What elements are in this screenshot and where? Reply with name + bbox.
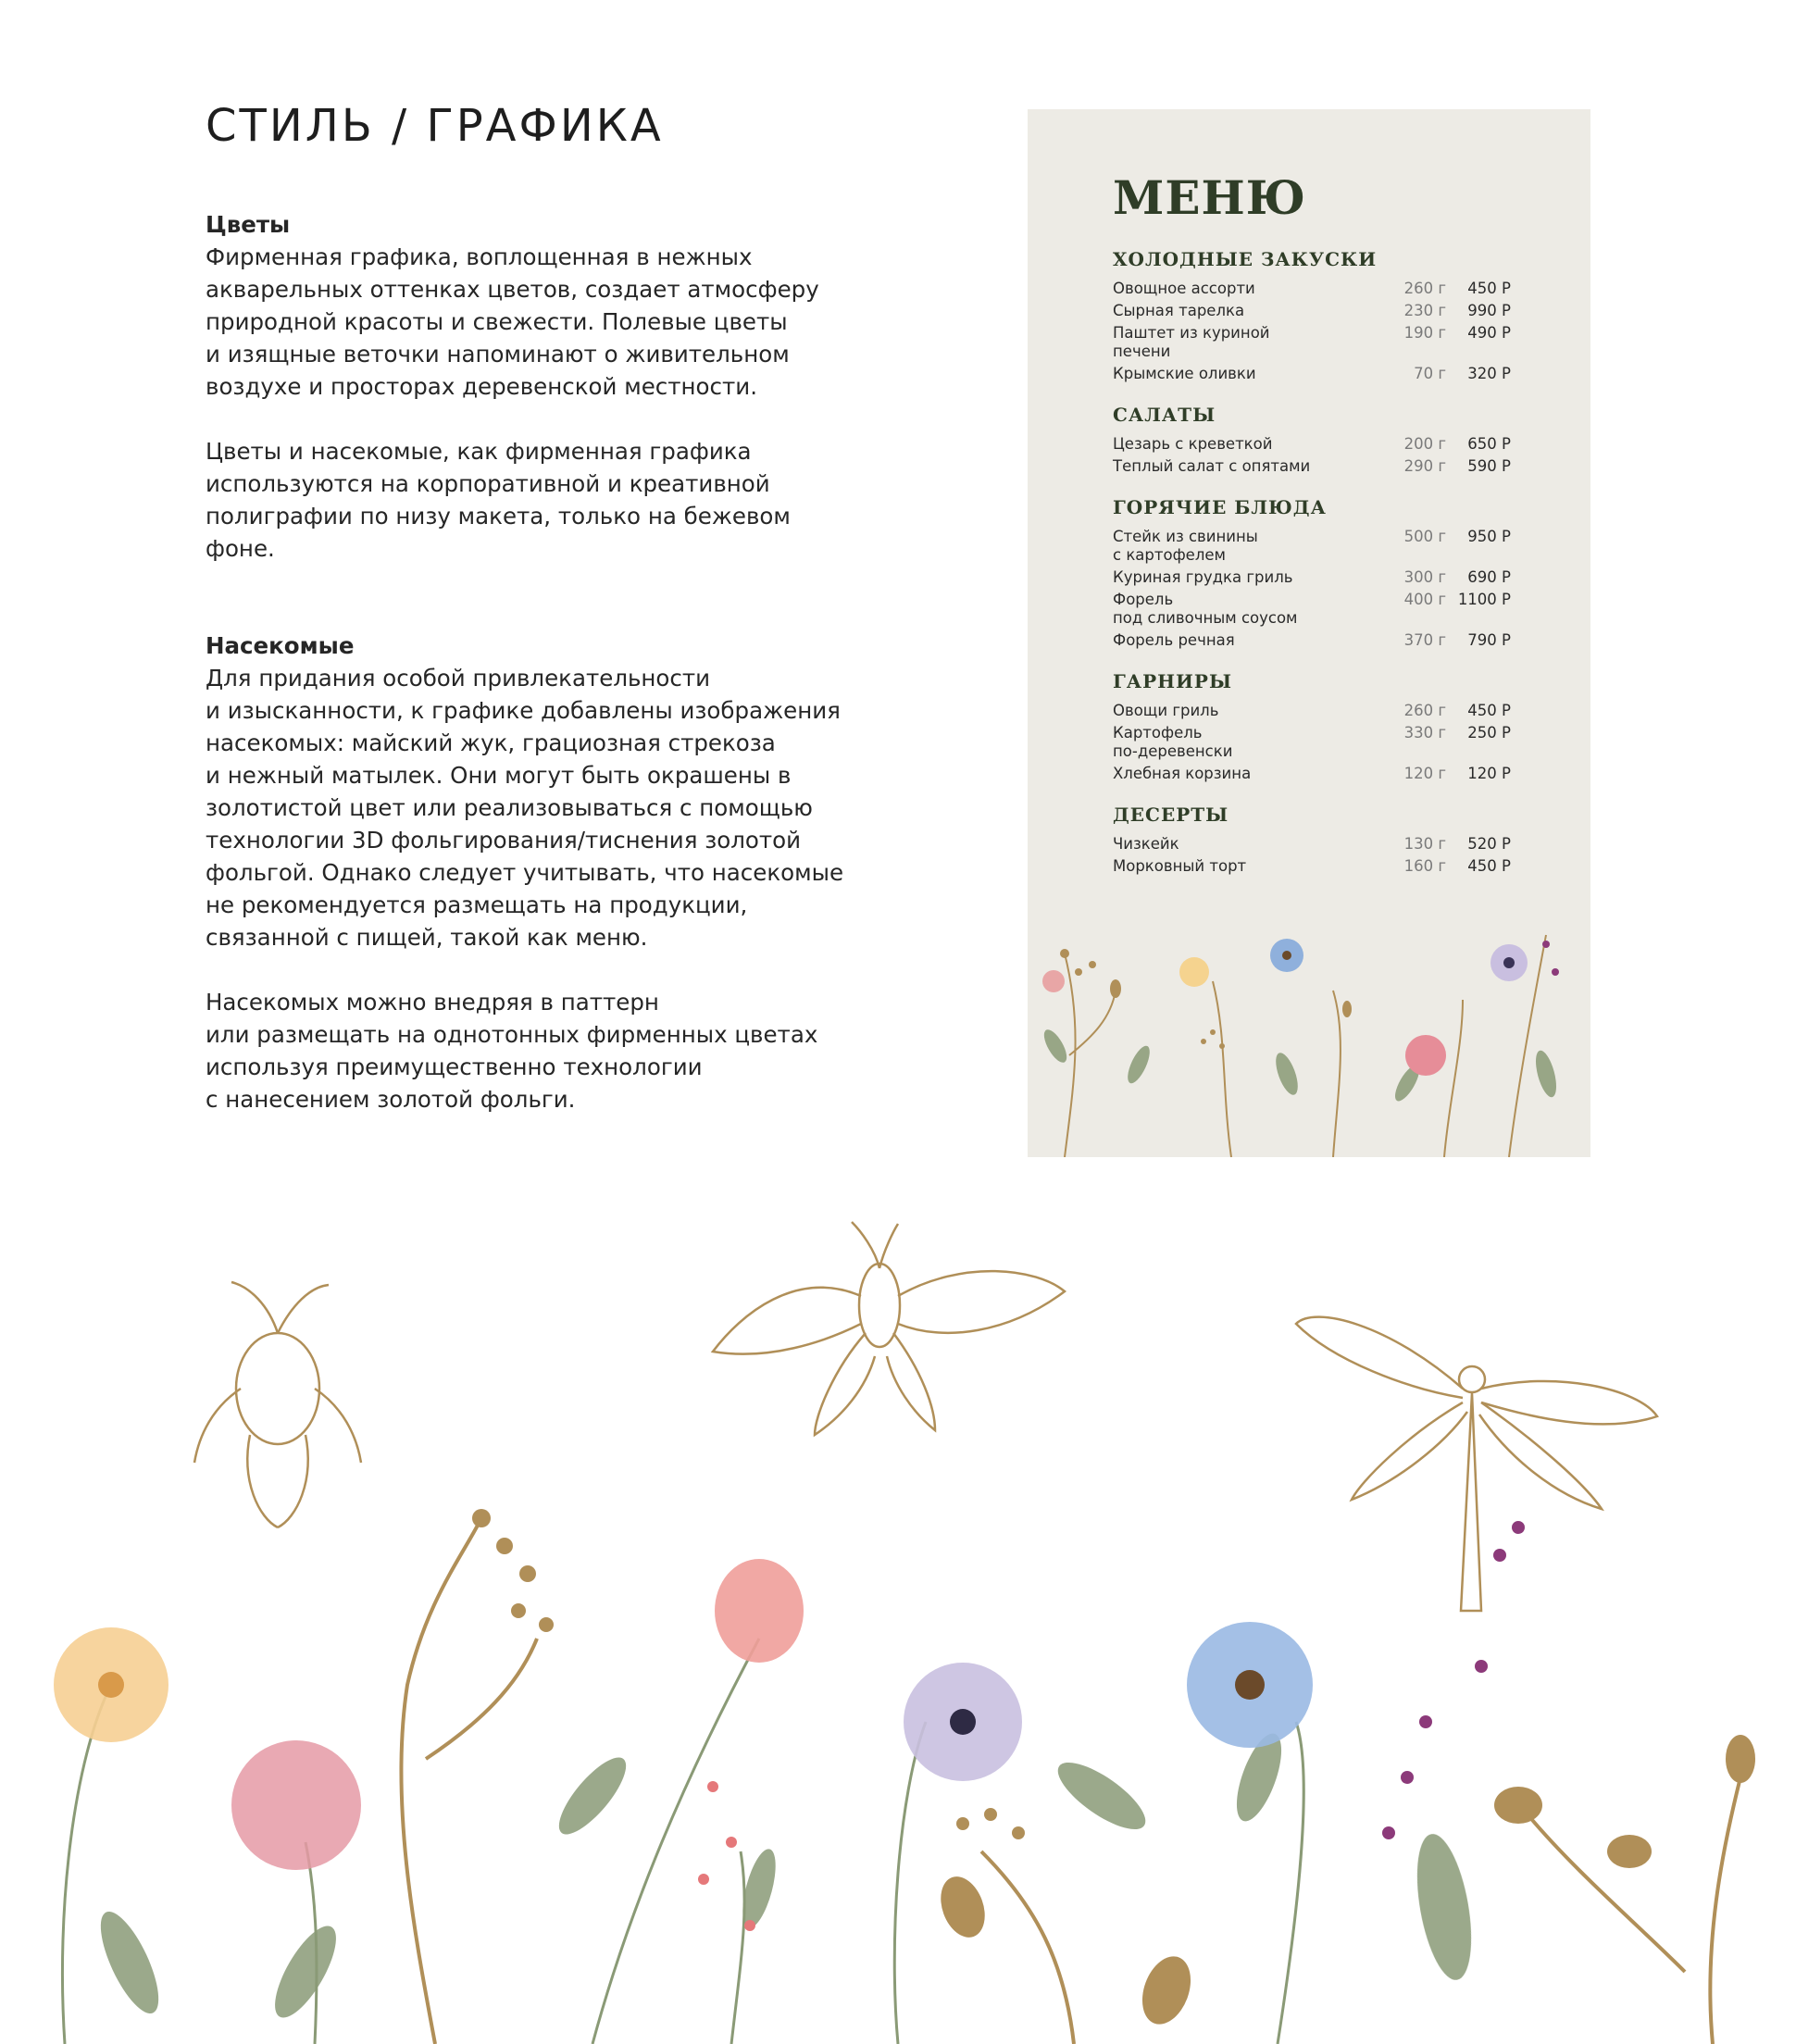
- menu-item-price: 990 Р: [1467, 302, 1511, 319]
- beetle-icon: [194, 1282, 361, 1527]
- menu-item-price: 1100 Р: [1457, 591, 1511, 608]
- menu-item-name: Стейк из свинины с картофелем: [1113, 528, 1258, 564]
- menu-item-weight: 200 г: [1403, 435, 1446, 453]
- menu-item: [1113, 702, 1511, 720]
- menu-item: [1113, 365, 1511, 383]
- menu-item-weight: 330 г: [1403, 724, 1446, 742]
- menu-item-name: Паштет из куриной печени: [1113, 324, 1270, 360]
- menu-item-name: Овощи гриль: [1113, 702, 1219, 719]
- menu-item-price: 650 Р: [1467, 435, 1511, 453]
- menu-item: [1113, 528, 1511, 565]
- menu-item-weight: 120 г: [1403, 765, 1446, 782]
- flowers-paragraph-1: Фирменная графика, воплощенная в нежных акварельных оттенках цветов, создает атмосферу природной красоты и свежести. Полевые цветы и изящные веточки напоминают о живительном воздухе и просторах деревенской местности.: [206, 243, 819, 400]
- menu-title: МЕНЮ: [1113, 170, 1307, 225]
- menu-item-weight: 260 г: [1403, 702, 1446, 719]
- insects-paragraph-2: Насекомых можно внедряя в паттерн или размещать на однотонных фирменных цветах используя преимущественно технологии с нанесением золотой фольги.: [206, 989, 818, 1113]
- menu-item-price: 250 Р: [1467, 724, 1511, 742]
- menu-item-weight: 160 г: [1403, 857, 1446, 875]
- text-column: [206, 208, 1002, 1115]
- menu-item: [1113, 457, 1511, 476]
- menu-item-name: Форель речная: [1113, 631, 1235, 649]
- menu-item-name: Куриная грудка гриль: [1113, 568, 1293, 586]
- menu-item-name: Цезарь с креветкой: [1113, 435, 1273, 453]
- menu-item-weight: 500 г: [1403, 528, 1446, 545]
- menu-item: [1113, 591, 1511, 628]
- menu-item-price: 450 Р: [1467, 702, 1511, 719]
- menu-item-name: Чизкейк: [1113, 835, 1179, 853]
- menu-item-weight: 190 г: [1403, 324, 1446, 342]
- menu-item: [1113, 724, 1511, 761]
- menu-item: [1113, 631, 1511, 650]
- menu-item-weight: 260 г: [1403, 280, 1446, 297]
- menu-section-title: САЛАТЫ: [1113, 404, 1216, 426]
- menu-item-weight: 130 г: [1403, 835, 1446, 853]
- menu-section-title: ГАРНИРЫ: [1113, 670, 1233, 692]
- menu-item-price: 790 Р: [1467, 631, 1511, 649]
- menu-item-name: Овощное ассорти: [1113, 280, 1255, 297]
- menu-item-weight: 300 г: [1403, 568, 1446, 586]
- menu-item-price: 520 Р: [1467, 835, 1511, 853]
- dragonfly-icon: [1296, 1317, 1657, 1611]
- menu-item-price: 450 Р: [1467, 280, 1511, 297]
- menu-item: [1113, 302, 1511, 320]
- menu-item-weight: 70 г: [1414, 365, 1446, 382]
- menu-item-name: Крымские оливки: [1113, 365, 1256, 382]
- menu-item: [1113, 324, 1511, 361]
- menu-section: [1113, 248, 1511, 383]
- menu-flowers-illustration: [1028, 916, 1590, 1157]
- menu-section-title: ДЕСЕРТЫ: [1113, 804, 1229, 826]
- insects-heading: Насекомые: [206, 632, 355, 659]
- menu-section: [1113, 496, 1511, 650]
- menu-item-price: 450 Р: [1467, 857, 1511, 875]
- menu-item-name: Теплый салат с опятами: [1113, 457, 1311, 475]
- menu-item-name: Форель под сливочным соусом: [1113, 591, 1298, 627]
- menu-item: [1113, 435, 1511, 454]
- menu-item-name: Хлебная корзина: [1113, 765, 1252, 782]
- menu-item-name: Картофель по-деревенски: [1113, 724, 1233, 760]
- menu-item: [1113, 857, 1511, 876]
- menu-item: [1113, 765, 1511, 783]
- menu-item-weight: 400 г: [1403, 591, 1446, 608]
- menu-item-price: 320 Р: [1467, 365, 1511, 382]
- page-title: СТИЛЬ / ГРАФИКА: [206, 100, 664, 152]
- menu-item-price: 690 Р: [1467, 568, 1511, 586]
- bottom-botanical-illustration: [0, 1203, 1796, 2044]
- menu-section-title: ГОРЯЧИЕ БЛЮДА: [1113, 496, 1327, 518]
- menu-item-weight: 230 г: [1403, 302, 1446, 319]
- menu-item-weight: 370 г: [1403, 631, 1446, 649]
- menu-item-name: Сырная тарелка: [1113, 302, 1245, 319]
- menu-body: [1113, 248, 1511, 896]
- menu-item: [1113, 568, 1511, 587]
- menu-item-price: 490 Р: [1467, 324, 1511, 342]
- flowers-heading: Цветы: [206, 211, 291, 238]
- menu-item: [1113, 280, 1511, 298]
- menu-item-price: 950 Р: [1467, 528, 1511, 545]
- menu-item-price: 120 Р: [1467, 765, 1511, 782]
- menu-item: [1113, 835, 1511, 854]
- menu-item-price: 590 Р: [1467, 457, 1511, 475]
- menu-section: [1113, 804, 1511, 876]
- moth-icon: [713, 1222, 1065, 1435]
- menu-item-name: Морковный торт: [1113, 857, 1247, 875]
- flowers-paragraph-2: Цветы и насекомые, как фирменная графика используются на корпоративной и креативной полиграфии по низу макета, только на бежевом фоне.: [206, 438, 791, 562]
- insects-paragraph-1: Для придания особой привлекательности и изысканности, к графике добавлены изображения насекомых: майский жук, грациозная стрекоза и нежный матылек. Они могут быть окрашены в золотистой цвет или реализовываться с помощью технологии 3D фольгирования/тиснения золотой фольгой. Однако следует учитывать, что насекомые не рекомендуется размещать на продукции, связанной с пищей, такой как меню.: [206, 665, 844, 951]
- menu-section: [1113, 670, 1511, 783]
- menu-section: [1113, 404, 1511, 476]
- menu-card: [1028, 109, 1590, 1157]
- menu-item-weight: 290 г: [1403, 457, 1446, 475]
- menu-section-title: ХОЛОДНЫЕ ЗАКУСКИ: [1113, 248, 1378, 270]
